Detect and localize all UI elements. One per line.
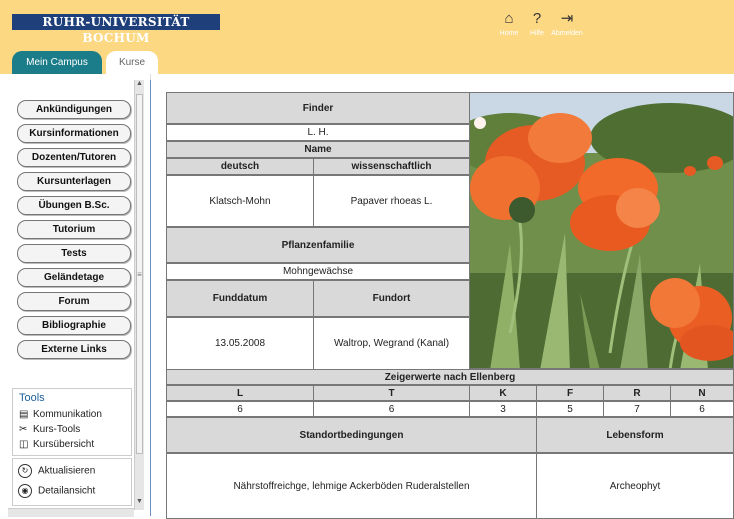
wissenschaftlich-header: wissenschaftlich [313, 158, 470, 175]
finder-header: Finder [166, 92, 470, 124]
standortbedingungen-value: Nährstoffreichge, lehmige Ackerböden Ruderalstellen [166, 453, 537, 519]
tool-kurs-tools[interactable] [19, 424, 80, 435]
nav-kursinformationen[interactable]: Kursinformationen [17, 124, 131, 143]
funddatum-value: 13.05.2008 [166, 317, 314, 370]
tool-kursuebersicht[interactable] [19, 439, 94, 450]
help-label: Hilfe [529, 30, 544, 37]
zeiger-val-f: 5 [536, 401, 604, 417]
lebensform-value: Archeophyt [536, 453, 734, 519]
nav-gelaendetage[interactable]: Geländetage [17, 268, 131, 287]
nav-kursunterlagen[interactable]: Kursunterlagen [17, 172, 131, 191]
grip-icon: ≡ [137, 270, 142, 279]
nav-tutorium[interactable]: Tutorium [17, 220, 131, 239]
tool-label: Kurs-Tools [33, 424, 81, 435]
frame-divider[interactable] [150, 74, 159, 516]
sidebar-scrollbar[interactable] [134, 80, 144, 510]
tools-icon: ✂ [19, 424, 28, 435]
nav-dozenten-tutoren[interactable]: Dozenten/Tutoren [17, 148, 131, 167]
tools-title: Tools [19, 392, 45, 404]
wissenschaftlich-value: Papaver rhoeas L. [313, 175, 470, 227]
logout-icon: ⇥ [560, 10, 574, 27]
tab-kurse[interactable]: Kurse [106, 51, 158, 74]
zeiger-col-k: K [469, 385, 537, 401]
poppy-image [470, 93, 734, 369]
zeiger-col-f: F [536, 385, 604, 401]
zeiger-val-n: 6 [670, 401, 734, 417]
tools-panel [12, 388, 132, 456]
nav-bibliographie[interactable]: Bibliographie [17, 316, 131, 335]
scroll-up-icon[interactable]: ▲ [136, 80, 143, 87]
pflanzenfamilie-value: Mohngewächse [166, 263, 470, 280]
nav-forum[interactable]: Forum [17, 292, 131, 311]
name-header: Name [166, 141, 470, 158]
deutsch-header: deutsch [166, 158, 314, 175]
action-detailansicht[interactable] [18, 484, 95, 498]
tab-mein-campus[interactable]: Mein Campus [12, 51, 102, 74]
pflanzenfamilie-header: Pflanzenfamilie [166, 227, 470, 263]
home-label: Home [499, 30, 519, 37]
zeiger-val-l: 6 [166, 401, 314, 417]
logout-label: Abmelden [551, 30, 583, 37]
lebensform-header: Lebensform [536, 417, 734, 453]
zeiger-val-t: 6 [313, 401, 470, 417]
detail-view-icon: ◉ [18, 484, 32, 498]
header-bar [0, 0, 734, 74]
standortbedingungen-header: Standortbedingungen [166, 417, 537, 453]
finder-value: L. H. [166, 124, 470, 141]
zeiger-col-n: N [670, 385, 734, 401]
tool-kommunikation[interactable] [19, 409, 102, 420]
nav-tests[interactable]: Tests [17, 244, 131, 263]
university-logo[interactable]: RUHR-UNIVERSITÄT BOCHUM [12, 14, 220, 30]
tool-label: Kommunikation [33, 409, 102, 420]
plant-photo [469, 92, 734, 369]
fundort-value: Waltrop, Wegrand (Kanal) [313, 317, 470, 370]
logout-link[interactable] [542, 10, 592, 37]
zeiger-col-t: T [313, 385, 470, 401]
action-aktualisieren[interactable] [18, 464, 95, 478]
zeiger-col-r: R [603, 385, 671, 401]
tool-label: Kursübersicht [33, 439, 95, 450]
action-label: Aktualisieren [38, 465, 96, 477]
funddatum-header: Funddatum [166, 280, 314, 317]
fundort-header: Fundort [313, 280, 470, 317]
action-label: Detailansicht [38, 485, 96, 497]
refresh-icon: ↻ [18, 464, 32, 478]
zeiger-val-k: 3 [469, 401, 537, 417]
nav-externe-links[interactable]: Externe Links [17, 340, 131, 359]
nav-uebungen[interactable]: Übungen B.Sc. [17, 196, 131, 215]
deutsch-value: Klatsch-Mohn [166, 175, 314, 227]
printer-icon: ▤ [19, 409, 29, 420]
zeiger-col-l: L [166, 385, 314, 401]
book-icon: ◫ [19, 439, 29, 450]
zeigerwerte-header: Zeigerwerte nach Ellenberg [166, 369, 734, 385]
actions-panel [12, 458, 132, 506]
zeiger-val-r: 7 [603, 401, 671, 417]
nav-ankuendigungen[interactable]: Ankündigungen [17, 100, 131, 119]
frame-divider-line [150, 80, 151, 516]
help-icon: ? [532, 10, 542, 27]
home-icon: ⌂ [504, 10, 514, 27]
scroll-down-icon[interactable]: ▼ [136, 498, 143, 505]
